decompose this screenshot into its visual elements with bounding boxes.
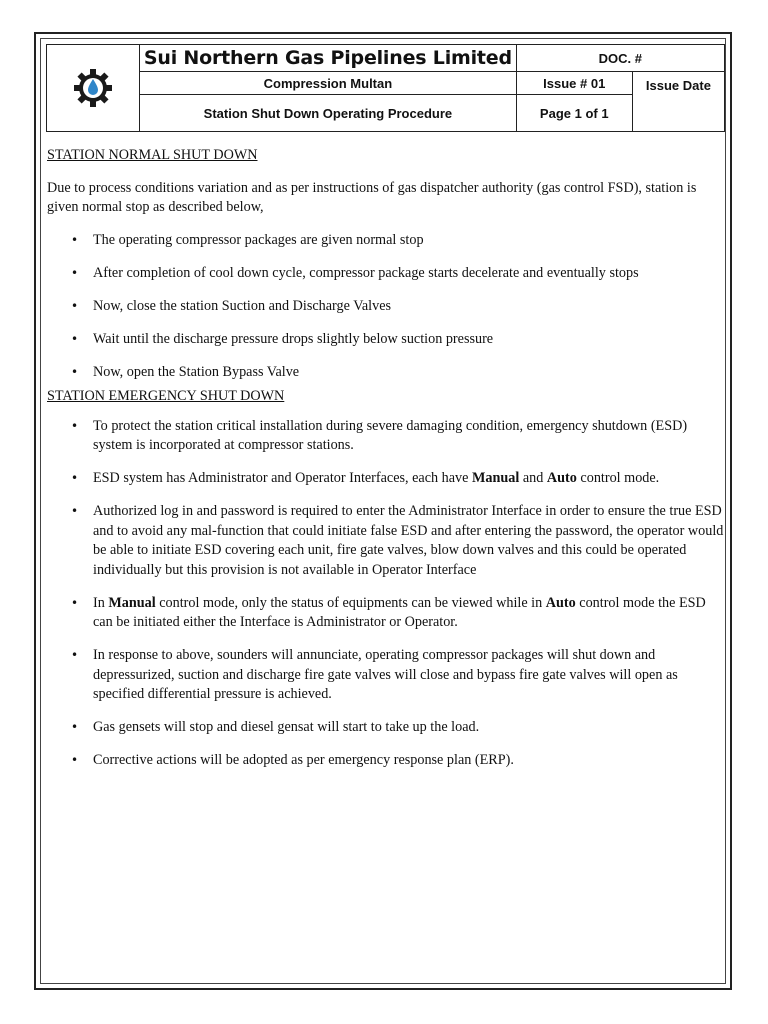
document-body [47, 146, 727, 771]
normal-shutdown-list [47, 231, 727, 383]
document-header [46, 44, 725, 132]
section-heading-normal: STATION NORMAL SHUT DOWN [47, 147, 258, 163]
company-name: Sui Northern Gas Pipelines Limited [140, 45, 517, 72]
list-item: • Gas gensets will stop and diesel gensat will start to take up the load. [71, 719, 480, 735]
section-intro: Due to process conditions variation and as per instructions of gas dispatcher authority (gas control FSD), station is given normal stop as described below, [47, 179, 697, 215]
list-item: • ESD system has Administrator and Operator Interfaces, each have Manual and Auto control mode. [71, 470, 660, 486]
department-name: Compression Multan [140, 72, 517, 95]
issue-number: Issue # 01 [516, 72, 632, 95]
list-item: • To protect the station critical installation during severe damaging condition, emergency shutdown (ESD) system is incorporated at compressor stations. [71, 417, 688, 453]
section-heading-emergency: STATION EMERGENCY SHUT DOWN [47, 388, 285, 404]
list-item: • Corrective actions will be adopted as per emergency response plan (ERP). [71, 752, 514, 768]
list-item: • In response to above, sounders will annunciate, operating compressor packages will shut down and depressurized, suction and discharge fire gate valves will close and bypass fire gate valves will open as specified differential pressure is achieved. [71, 647, 678, 702]
list-item: • Wait until the discharge pressure drops slightly below suction pressure [71, 330, 494, 347]
list-item: • The operating compressor packages are given normal stop [71, 231, 424, 248]
emergency-shutdown-list [47, 417, 727, 771]
list-item: • Now, open the Station Bypass Valve [71, 363, 300, 380]
issue-date-label: Issue Date [632, 72, 724, 132]
doc-number-label: DOC. # [516, 45, 724, 72]
list-item: • Authorized log in and password is required to enter the Administrator Interface in order to ensure the true ESD and to avoid any mal-function that could initiate false ESD and after entering the password, the operator would be able to initiate ESD covering each unit, fire gate valves, blow down valves and this could be operated individually but this provision is not available in Operator Interface [71, 503, 724, 578]
list-item: • Now, close the station Suction and Discharge Valves [71, 297, 392, 314]
procedure-title: Station Shut Down Operating Procedure [140, 95, 517, 132]
page-number: Page 1 of 1 [516, 95, 632, 132]
gear-with-flame-logo-icon [73, 68, 113, 108]
logo-cell [47, 45, 140, 132]
list-item: • In Manual control mode, only the status of equipments can be viewed while in Auto control mode the ESD can be initiated either the Interface is Administrator or Operator. [71, 594, 706, 630]
list-item: • After completion of cool down cycle, compressor package starts decelerate and eventually stops [71, 264, 639, 281]
